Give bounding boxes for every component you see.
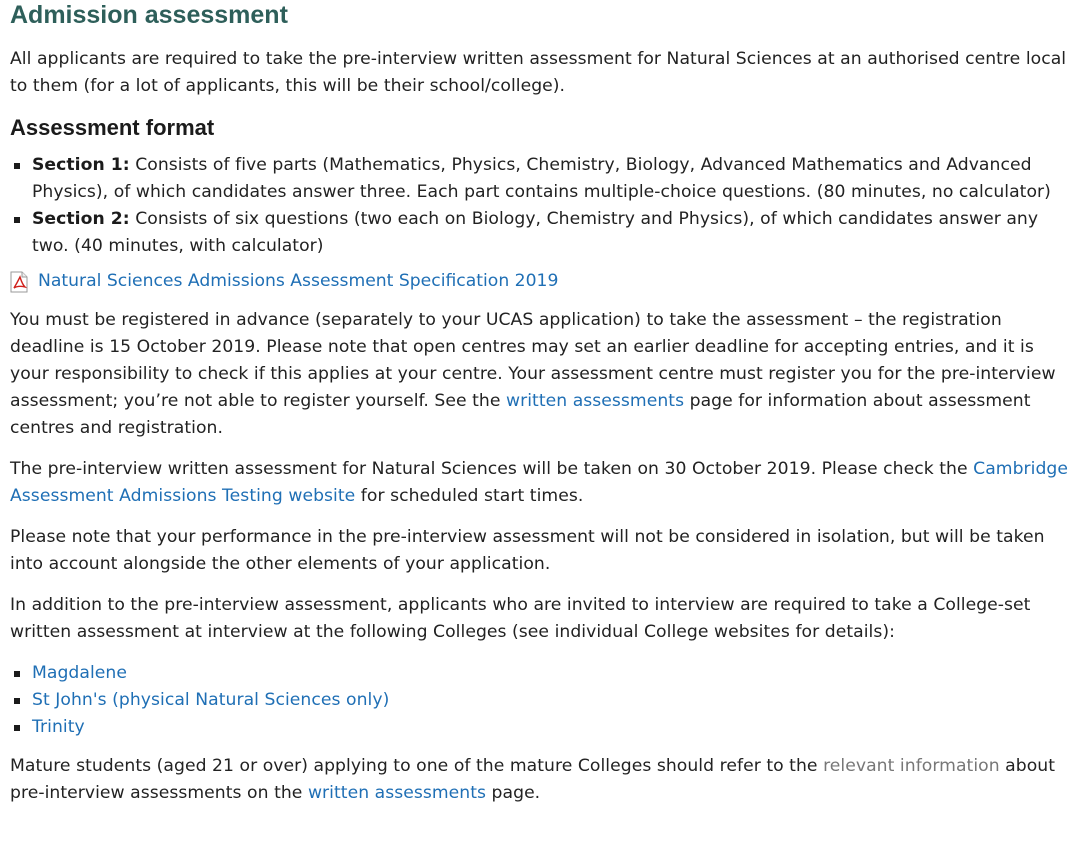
- college-link-st-johns[interactable]: St John's (physical Natural Sciences only): [32, 690, 390, 710]
- pdf-icon: [10, 271, 28, 293]
- square-bullet-icon: [14, 671, 20, 677]
- page-title: Admission assessment: [10, 1, 288, 29]
- date-text: The pre-interview written assessment for Natural Sciences will be taken on 30 October 2019. Please check the: [10, 459, 974, 479]
- relevant-information-text: relevant information: [823, 756, 1000, 776]
- pdf-download-row: [10, 268, 1070, 295]
- list-item: [10, 206, 1070, 260]
- college-link-trinity[interactable]: Trinity: [32, 717, 85, 737]
- date-text-end: for scheduled start times.: [355, 486, 584, 506]
- college-list: [10, 660, 1070, 741]
- mature-paragraph: [10, 753, 1070, 807]
- admissions-testing-link[interactable]: Cambridge Assessment Admissions Testing website: [10, 459, 1069, 506]
- registration-text: You must be registered in advance (separately to your UCAS application) to take the assessment – the registration deadline is 15 October 2019. Please note that open centres may set an earlier deadline for accepting entries, and it is your responsibility to check if this applies at your centre. Your assessment centre must register you for the pre-interview assessment; you’re not able to register yourself. See the: [10, 310, 1056, 411]
- written-assessments-link[interactable]: written assessments: [506, 391, 685, 411]
- college-paragraph: In addition to the pre-interview assessment, applicants who are invited to interview are required to take a College-set written assessment at interview at the following Colleges (see individual College websites for details):: [10, 595, 1031, 642]
- assessment-format-list: [10, 152, 1070, 260]
- written-assessments-link-2[interactable]: written assessments: [307, 783, 487, 803]
- list-item: [10, 687, 1070, 714]
- date-paragraph: [10, 456, 1070, 510]
- list-item: [10, 660, 1070, 687]
- square-bullet-icon: [14, 725, 20, 731]
- specification-pdf-link[interactable]: Natural Sciences Admissions Assessment Specification 2019: [38, 271, 559, 291]
- assessment-format-heading: Assessment format: [10, 115, 215, 140]
- college-link-magdalene[interactable]: Magdalene: [32, 663, 127, 683]
- list-item: [10, 152, 1070, 206]
- intro-paragraph: All applicants are required to take the pre-interview written assessment for Natural Sciences at an authorised centre local to them (for a lot of applicants, this will be their school/college).: [10, 49, 1067, 96]
- section-2-text: Consists of six questions (two each on Biology, Chemistry and Physics), of which candidates answer any two. (40 minutes, with calculator): [32, 209, 1039, 256]
- registration-text-end: page for information about assessment centres and registration.: [10, 391, 1031, 438]
- section-2-label: Section 2:: [32, 209, 130, 229]
- mature-text-middle: about pre-interview assessments on the: [10, 756, 1056, 803]
- performance-paragraph: Please note that your performance in the pre-interview assessment will not be considered in isolation, but will be taken into account alongside the other elements of your application.: [10, 527, 1045, 574]
- section-1-text: Consists of five parts (Mathematics, Physics, Chemistry, Biology, Advanced Mathematics and Advanced Physics), of which candidates answer three. Each part contains multiple-choice questions. (80 minutes, no calculator): [32, 155, 1051, 202]
- square-bullet-icon: [14, 163, 20, 169]
- mature-text-end: page.: [486, 783, 541, 803]
- square-bullet-icon: [14, 217, 20, 223]
- section-1-label: Section 1:: [32, 155, 130, 175]
- square-bullet-icon: [14, 698, 20, 704]
- mature-text: Mature students (aged 21 or over) applying to one of the mature Colleges should refer to the: [10, 756, 824, 776]
- list-item: [10, 714, 1070, 741]
- registration-paragraph: [10, 307, 1070, 442]
